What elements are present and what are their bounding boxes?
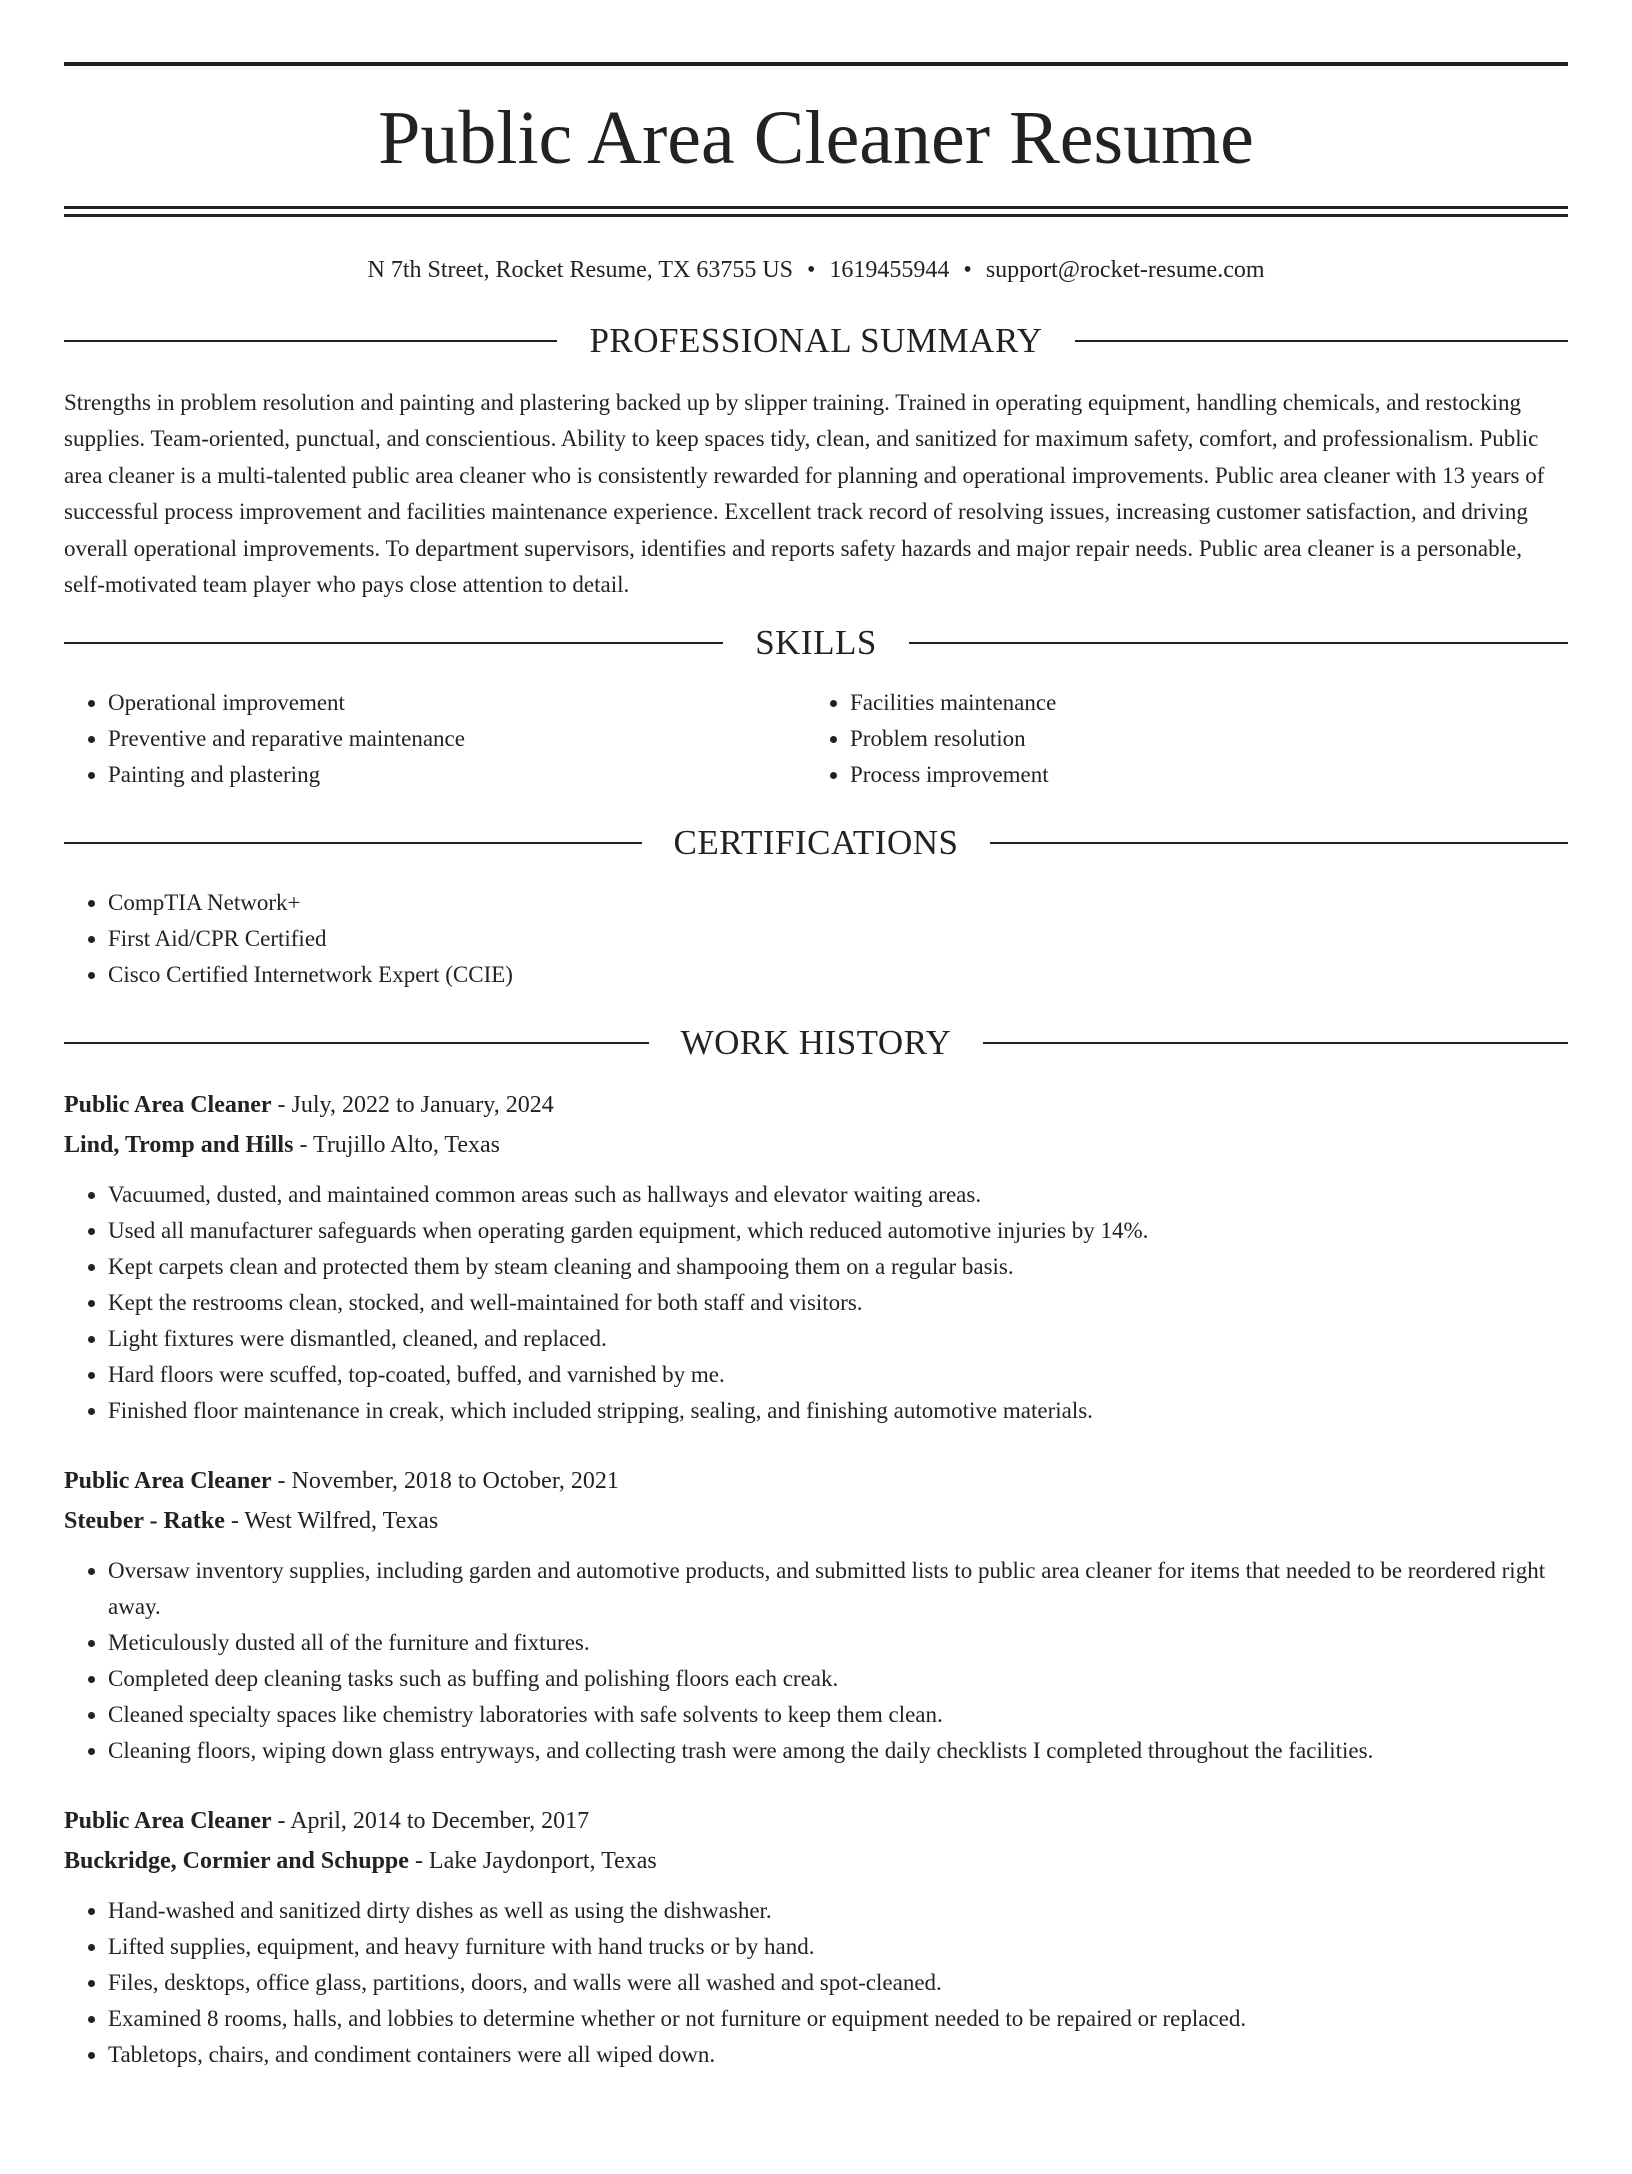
job-bullets (64, 1177, 1568, 1429)
work-history-heading: WORK HISTORY (680, 1023, 952, 1063)
job-bullet: • Cleaning floors, wiping down glass entryways, and collecting trash were among the daily checklists I completed throughout the facilities. (108, 1733, 1568, 1769)
job-title-line (64, 1461, 1568, 1501)
section-rule-right (983, 1042, 1568, 1044)
job-entry (64, 1461, 1568, 1769)
resume-page (0, 62, 1632, 2174)
certifications-list (64, 885, 1568, 993)
summary-text: Strengths in problem resolution and painting and plastering backed up by slipper training. Trained in operating equipment, handling chemicals, and restocking supplies. Team-oriented, punctual, and conscientious. Ability to keep spaces tidy, clean, and sanitized for maximum safety, comfort, and professionalism. Public area cleaner is a multi-talented public area cleaner who is consistently rewarded for planning and operational improvements. Public area cleaner with 13 years of successful process improvement and facilities maintenance experience. Excellent track record of resolving issues, increasing customer satisfaction, and driving overall operational improvements. To department supervisors, identifies and reports safety hazards and major repair needs. Public area cleaner is a personable, self-motivated team player who pays close attention to detail. (64, 390, 1545, 598)
job-company: Steuber - Ratke (64, 1508, 225, 1535)
title-double-rule (64, 206, 1568, 217)
job-bullet: • Examined 8 rooms, halls, and lobbies to determine whether or not furniture or equipment needed to be repaired or replaced. (108, 2001, 1568, 2037)
skills-column-left (64, 685, 806, 793)
job-dates: - April, 2014 to December, 2017 (271, 1808, 590, 1835)
certifications-section-header (64, 823, 1568, 863)
job-bullet: • Vacuumed, dusted, and maintained common areas such as hallways and elevator waiting areas. (108, 1177, 1568, 1213)
job-bullet: • Hand-washed and sanitized dirty dishes as well as using the dishwasher. (108, 1893, 1568, 1929)
job-bullet: • Meticulously dusted all of the furniture and fixtures. (108, 1625, 1568, 1661)
job-bullet: • Hard floors were scuffed, top-coated, buffed, and varnished by me. (108, 1357, 1568, 1393)
summary-heading: PROFESSIONAL SUMMARY (589, 321, 1043, 360)
contact-separator: • (807, 257, 816, 283)
work-history-section-header (64, 1023, 1568, 1063)
job-bullet: • Completed deep cleaning tasks such as buffing and polishing floors each creak. (108, 1661, 1568, 1697)
section-rule-right (909, 642, 1568, 644)
section-rule-right (1075, 340, 1568, 342)
job-title-line (64, 1801, 1568, 1841)
skills-section-header (64, 623, 1568, 663)
job-bullet: • Kept the restrooms clean, stocked, and well-maintained for both staff and visitors. (108, 1285, 1568, 1321)
skill-item: • Preventive and reparative maintenance (108, 721, 806, 757)
contact-separator: • (963, 257, 972, 283)
page-title: Public Area Cleaner Resume (378, 96, 1254, 180)
section-rule-left (64, 642, 723, 644)
job-location: - Lake Jaydonport, Texas (408, 1848, 657, 1875)
skill-item: • Problem resolution (850, 721, 1548, 757)
job-bullet: • Light fixtures were dismantled, cleaned, and replaced. (108, 1321, 1568, 1357)
job-title: Public Area Cleaner (64, 1808, 272, 1835)
job-company-line (64, 1501, 1568, 1541)
job-entry (64, 1085, 1568, 1429)
section-rule-left (64, 842, 642, 844)
job-company: Buckridge, Cormier and Schuppe (64, 1848, 409, 1875)
contact-phone: 1619455944 (829, 257, 950, 283)
skills-column-right (806, 685, 1548, 793)
certification-item: • First Aid/CPR Certified (108, 921, 1568, 957)
skill-item: • Facilities maintenance (850, 685, 1548, 721)
job-bullets (64, 1893, 1568, 2073)
certifications-heading: CERTIFICATIONS (673, 823, 959, 863)
job-company-line (64, 1841, 1568, 1881)
job-bullet: • Finished floor maintenance in creak, which included stripping, sealing, and finishing automotive materials. (108, 1393, 1568, 1429)
job-bullet: • Tabletops, chairs, and condiment containers were all wiped down. (108, 2037, 1568, 2073)
job-location: - West Wilfred, Texas (224, 1508, 439, 1535)
section-rule-left (64, 340, 557, 342)
job-dates: - July, 2022 to January, 2024 (271, 1092, 554, 1119)
job-company: Lind, Tromp and Hills (64, 1132, 294, 1159)
job-dates: - November, 2018 to October, 2021 (271, 1468, 619, 1495)
job-company-line (64, 1125, 1568, 1165)
job-bullet: • Used all manufacturer safeguards when operating garden equipment, which reduced automotive injuries by 14%. (108, 1213, 1568, 1249)
certification-item: • Cisco Certified Internetwork Expert (CCIE) (108, 957, 1568, 993)
skills-heading: SKILLS (755, 623, 877, 663)
skill-item: • Painting and plastering (108, 757, 806, 793)
skill-item: • Operational improvement (108, 685, 806, 721)
certification-item: • CompTIA Network+ (108, 885, 1568, 921)
summary-section-header (64, 321, 1568, 361)
skill-item: • Process improvement (850, 757, 1548, 793)
contact-email: support@rocket-resume.com (985, 257, 1265, 283)
skills-list (64, 685, 1568, 793)
job-entry (64, 1801, 1568, 2073)
job-bullets (64, 1553, 1568, 1769)
job-bullet: • Cleaned specialty spaces like chemistry laboratories with safe solvents to keep them clean. (108, 1697, 1568, 1733)
job-bullet: • Kept carpets clean and protected them by steam cleaning and shampooing them on a regular basis. (108, 1249, 1568, 1285)
contact-line (64, 255, 1568, 285)
job-bullet: • Files, desktops, office glass, partitions, doors, and walls were all washed and spot-cleaned. (108, 1965, 1568, 2001)
job-location: - Trujillo Alto, Texas (293, 1132, 501, 1159)
job-bullet: • Lifted supplies, equipment, and heavy furniture with hand trucks or by hand. (108, 1929, 1568, 1965)
job-title-line (64, 1085, 1568, 1125)
job-title: Public Area Cleaner (64, 1468, 272, 1495)
contact-address: N 7th Street, Rocket Resume, TX 63755 US (367, 257, 794, 283)
job-title: Public Area Cleaner (64, 1092, 272, 1119)
job-bullet: • Oversaw inventory supplies, including garden and automotive products, and submitted lists to public area cleaner for items that needed to be reordered right away. (108, 1553, 1568, 1625)
section-rule-right (990, 842, 1568, 844)
section-rule-left (64, 1042, 649, 1044)
